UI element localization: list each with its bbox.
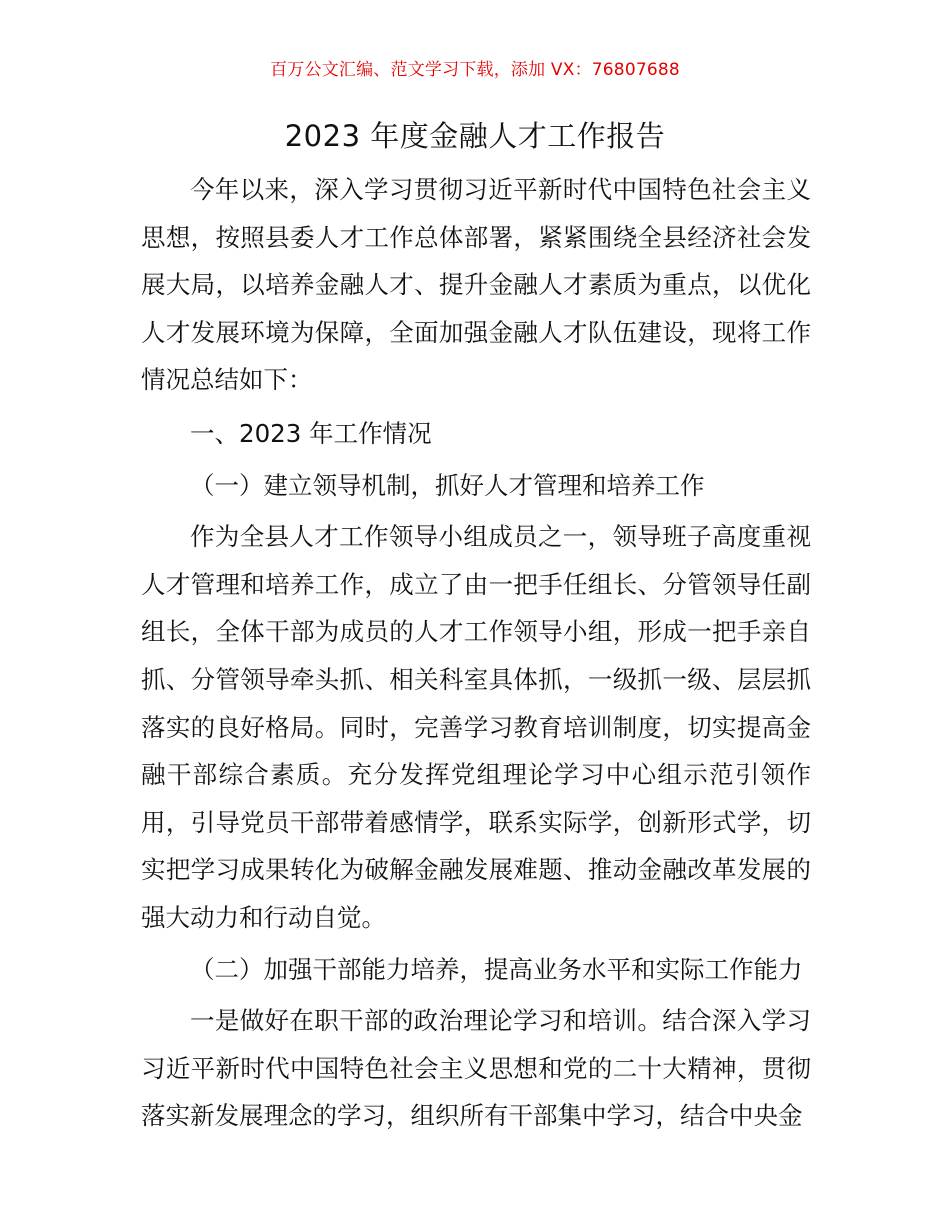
section-heading-1: 一、2023 年工作情况	[190, 418, 432, 448]
subsection-heading-2: （二）加强干部能力培养，提高业务水平和实际工作能力	[190, 954, 803, 984]
subsection-1-paragraph: 作为全县人才工作领导小组成员之一，领导班子高度重视人才管理和培养工作，成立了由一把手任组长、分管领导任副组长，全体干部为成员的人才工作领导小组，形成一把手亲自抓、分管领导牵头抓、相关科室具体抓，一级抓一级、层层抓落实的良好格局。同时，完善学习教育培训制度，切实提高金融干部综合素质。充分发挥党组理论学习中心组示范引领作用，引导党员干部带着感情学，联系实际学，创新形式学，切实把学习成果转化为破解金融发展难题、推动金融改革发展的强大动力和行动自觉。	[141, 522, 811, 932]
document-title: 2023 年度金融人才工作报告	[284, 119, 666, 153]
subsection-2-paragraph: 一是做好在职干部的政治理论学习和培训。结合深入学习习近平新时代中国特色社会主义思想和党的二十大精神，贯彻落实新发展理念的学习，组织所有干部集中学习，结合中央金	[141, 1006, 811, 1131]
intro-paragraph: 今年以来，深入学习贯彻习近平新时代中国特色社会主义思想，按照县委人才工作总体部署，紧紧围绕全县经济社会发展大局，以培养金融人才、提升金融人才素质为重点，以优化人才发展环境为保障，全面加强金融人才队伍建设，现将工作情况总结如下：	[141, 175, 811, 395]
document-body	[141, 166, 811, 1140]
subsection-heading-1: （一）建立领导机制，抓好人才管理和培养工作	[190, 470, 705, 500]
watermark-header: 百万公文汇编、范文学习下载，添加 VX：76807688	[270, 60, 680, 80]
